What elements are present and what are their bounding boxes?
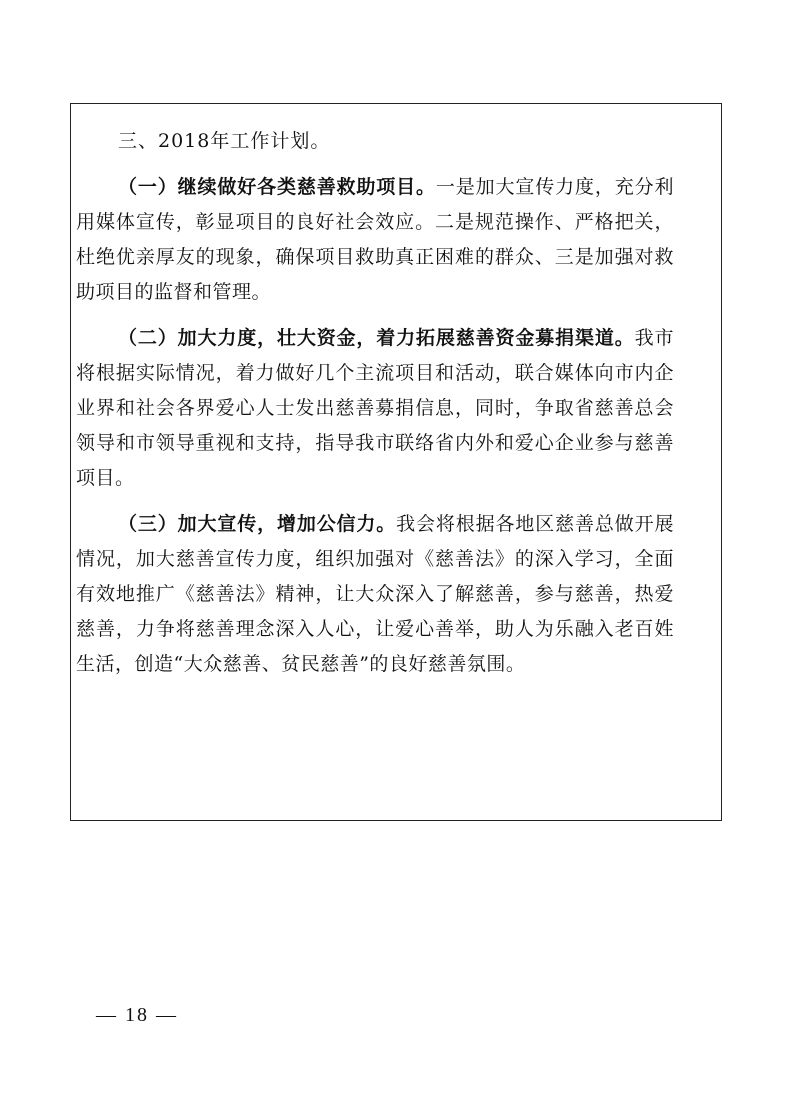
paragraph-body-1: 一是加大宣传力度，充分利用媒体宣传，彰显项目的良好社会效应。二是规范操作、严格把关，杜绝优亲厚友的现象，确保项目救助真正困难的群众、三是加强对救助项目的监督和管理。	[76, 176, 674, 303]
section-heading: 三、2018年工作计划。	[118, 130, 331, 152]
paragraph-body-3: 我会将根据各地区慈善总做开展情况，加大慈善宣传力度，组织加强对《慈善法》的深入学习，全面有效地推广《慈善法》精神，让大众深入了解慈善，参与慈善，热爱慈善，力争将慈善理念深入人心，让爱心善举，助人为乐融入老百姓生活，创造“大众慈善、贫民慈善”的良好慈善氛围。	[76, 513, 674, 675]
paragraph-item-3	[76, 507, 674, 682]
paragraph-item-2	[76, 321, 674, 496]
paragraph-lead-3: （三）加大宣传，增加公信力。	[118, 513, 397, 535]
page-number: — 18 —	[96, 1004, 178, 1026]
paragraph-item-1	[76, 170, 674, 310]
paragraph-lead-1: （一）继续做好各类慈善救助项目。	[118, 176, 436, 198]
paragraph-lead-2: （二）加大力度，壮大资金，着力拓展慈善资金募捐渠道。	[118, 327, 635, 349]
document-body	[76, 124, 674, 693]
paragraph-body-2: 我市将根据实际情况，着力做好几个主流项目和活动，联合媒体向市内企业界和社会各界爱心人士发出慈善募捐信息，同时，争取省慈善总会领导和市领导重视和支持，指导我市联络省内外和爱心企业参与慈善项目。	[76, 327, 674, 489]
